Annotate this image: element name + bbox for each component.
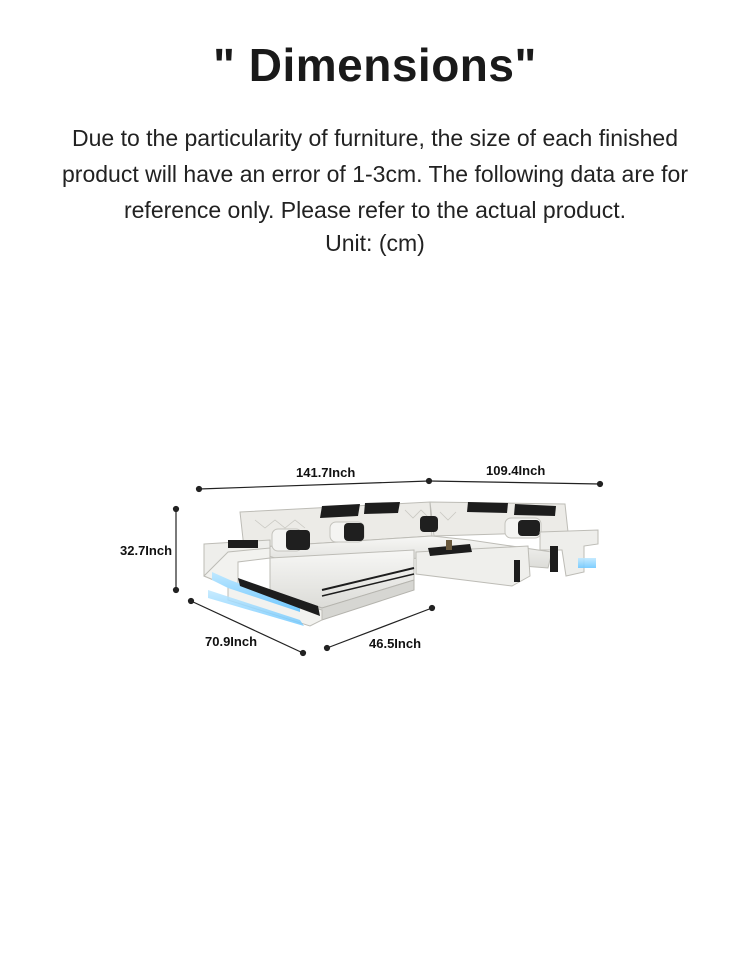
dimension-label-top-left: 141.7Inch: [296, 465, 356, 480]
sofa-body: [204, 502, 598, 626]
dimension-label-top-right: 109.4Inch: [486, 463, 546, 478]
dimension-label-chaise-width: 46.5Inch: [369, 636, 422, 651]
dimension-label-height: 32.7Inch: [120, 543, 173, 558]
description-text: Due to the particularity of furniture, the size of each finished product will have an error of 1-3cm. The following data are for reference only. Please refer to the actual product.: [62, 125, 688, 223]
unit-label: Unit: (cm): [325, 230, 425, 256]
page-title: " Dimensions": [213, 39, 537, 91]
dimension-label-chaise-depth: 70.9Inch: [205, 634, 258, 649]
sofa-dimension-figure: [0, 440, 750, 680]
